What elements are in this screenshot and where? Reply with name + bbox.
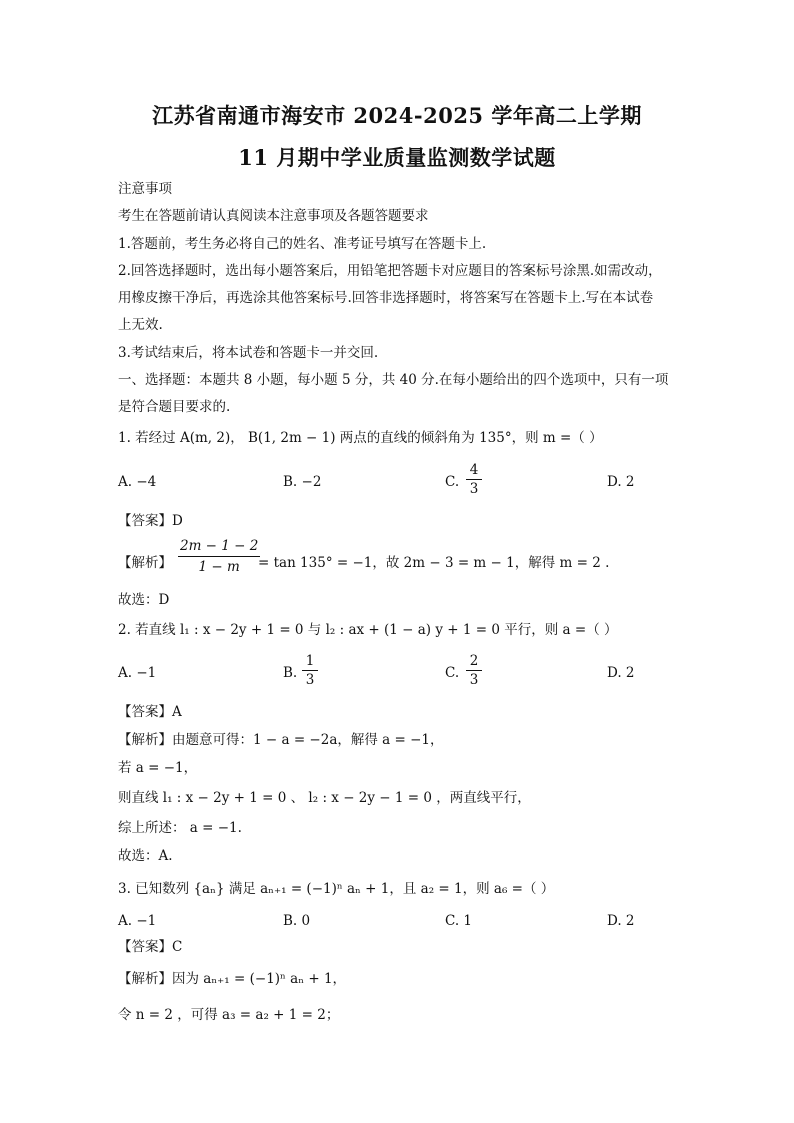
q2-option-b-fraction: [302, 653, 318, 688]
q3-option-d: D. 2: [607, 913, 635, 929]
notes-intro: 考生在答题前请认真阅读本注意事项及各题答题要求: [118, 208, 429, 224]
q3-analysis-line2: 令 n = 2 ，可得 a₃ = a₂ + 1 = 2；: [118, 1007, 340, 1023]
q2-analysis-line1: 【解析】由题意可得：1 − a = −2a，解得 a = −1，: [118, 732, 444, 748]
q1-option-b: B. −2: [283, 474, 322, 490]
q1-answer: 【答案】D: [118, 513, 183, 529]
q3-option-c: C. 1: [445, 913, 473, 929]
q2-option-b-denominator: 3: [305, 672, 315, 688]
q1-analysis-fraction: [178, 538, 260, 575]
q2-option-b-numerator: 1: [305, 653, 315, 669]
q1-analysis-numerator: 2m − 1 − 2: [180, 538, 259, 554]
q2-answer: 【答案】A: [118, 704, 182, 720]
q2-option-b-label: B.: [283, 665, 298, 681]
q1-stem: 1. 若经过 A(m, 2)， B(1, 2m − 1) 两点的直线的倾斜角为 135°，则 m =（ ）: [118, 430, 603, 446]
q1-analysis-rest: = tan 135° = −1，故 2m − 3 = m − 1，解得 m = 2 .: [258, 555, 610, 571]
q3-answer: 【答案】C: [118, 939, 183, 955]
document-title-line2: 11 月期中学业质量监测数学试题: [238, 145, 556, 170]
q1-conclusion: 故选：D: [118, 592, 170, 608]
notes-item-1: 1.答题前，考生务必将自己的姓名、准考证号填写在答题卡上.: [118, 236, 487, 252]
q1-option-c-label: C.: [445, 474, 460, 490]
q1-option-c-numerator: 4: [469, 462, 479, 478]
q3-analysis-line1: 【解析】因为 aₙ₊₁ = (−1)ⁿ aₙ + 1，: [118, 971, 347, 987]
q2-stem: 2. 若直线 l₁ : x − 2y + 1 = 0 与 l₂ : ax + (1 − a) y + 1 = 0 平行，则 a =（ ）: [118, 622, 618, 638]
q2-option-c-numerator: 2: [469, 653, 479, 669]
q1-option-c-denominator: 3: [469, 481, 479, 497]
notes-item-3: 3.考试结束后，将本试卷和答题卡一并交回.: [118, 345, 379, 361]
q2-option-c-label: C.: [445, 665, 460, 681]
q1-option-a: A. −4: [118, 474, 157, 490]
q1-option-c-fraction: [466, 462, 482, 497]
q3-option-b: B. 0: [283, 913, 311, 929]
q3-stem: 3. 已知数列 {aₙ} 满足 aₙ₊₁ = (−1)ⁿ aₙ + 1，且 a₂ = 1，则 a₆ =（ ）: [118, 881, 555, 897]
document-title-line1: 江苏省南通市海安市 2024-2025 学年高二上学期: [152, 103, 642, 128]
q2-analysis-line3: 则直线 l₁ : x − 2y + 1 = 0 、 l₂ : x − 2y − 1 = 0 ，两直线平行，: [118, 790, 531, 806]
q2-option-a: A. −1: [118, 665, 157, 681]
q2-option-c-denominator: 3: [469, 672, 479, 688]
q2-option-d: D. 2: [607, 665, 635, 681]
q2-analysis-line4: 综上所述： a = −1.: [118, 820, 242, 836]
q1-option-d: D. 2: [607, 474, 635, 490]
section1-heading-line1: 一、选择题：本题共 8 小题，每小题 5 分，共 40 分.在每小题给出的四个选项中，只有一项: [118, 372, 669, 388]
notes-item-2b: 用橡皮擦干净后，再选涂其他答案标号.回答非选择题时，将答案写在答题卡上.写在本试卷: [118, 290, 654, 306]
notes-item-2a: 2.回答选择题时，选出每小题答案后，用铅笔把答题卡对应题目的答案标号涂黑.如需改动，: [118, 263, 662, 279]
notes-item-2c: 上无效.: [118, 317, 163, 333]
q2-conclusion: 故选：A.: [118, 848, 173, 864]
q2-option-c-fraction: [466, 653, 482, 688]
q2-analysis-line2: 若 a = −1，: [118, 760, 198, 776]
q3-option-a: A. −1: [118, 913, 157, 929]
q1-analysis-label: 【解析】: [118, 555, 172, 571]
q1-analysis-denominator: 1 − m: [198, 559, 240, 575]
notes-heading: 注意事项: [118, 181, 172, 197]
section1-heading-line2: 是符合题目要求的.: [118, 399, 231, 415]
